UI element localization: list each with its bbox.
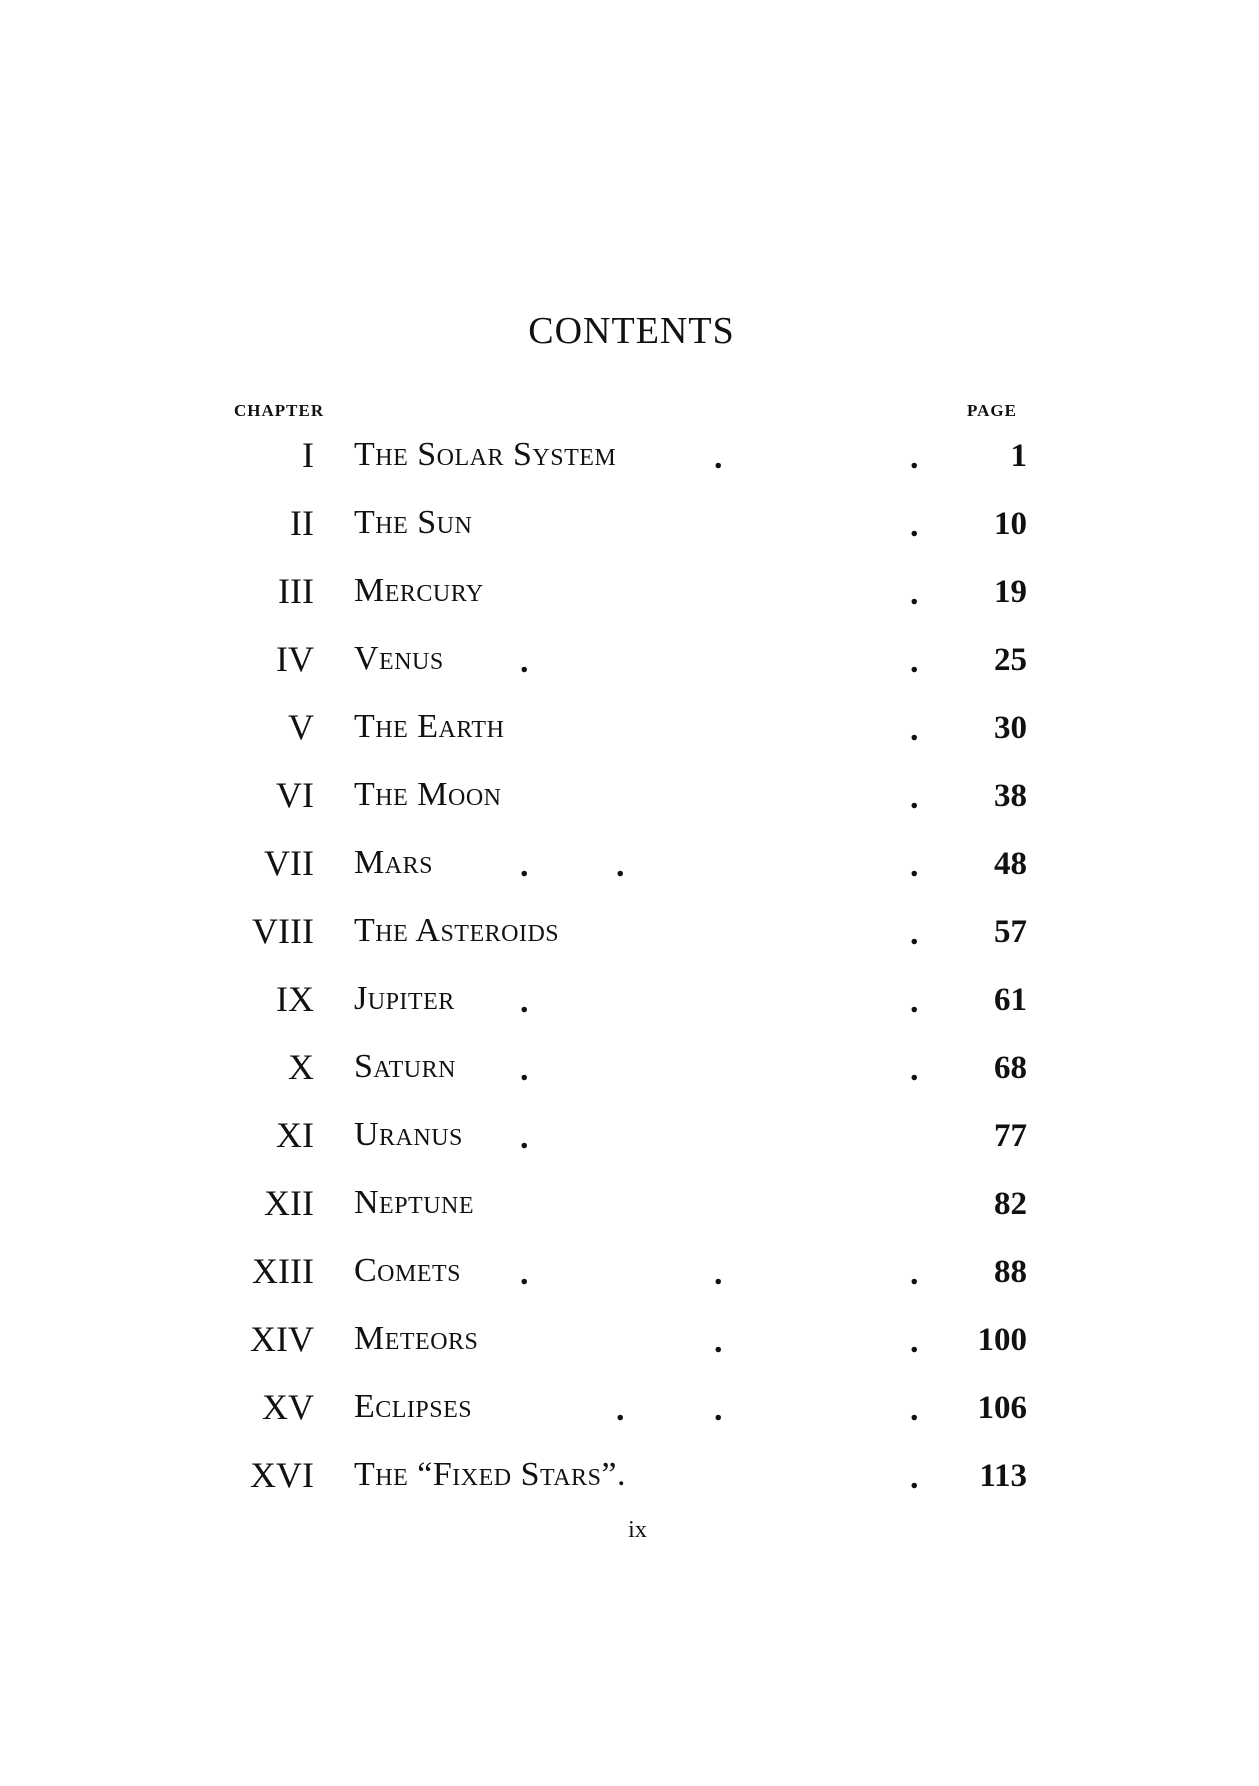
leader-dot: . [616,1391,625,1428]
leader-dot: . [910,847,919,884]
leader-dot: . [910,711,919,748]
toc-row [0,770,1259,820]
page-title: CONTENTS [528,310,735,352]
chapter-title: Saturn [354,1048,456,1085]
toc-row [0,430,1259,480]
chapter-column-header: CHAPTER [234,401,325,420]
leader-dot: . [714,1255,723,1292]
chapter-title: The “Fixed Stars”. [354,1456,627,1493]
leader-dot: . [520,1255,529,1292]
chapter-title: Jupiter [354,980,455,1017]
chapter-numeral: XIV [250,1319,314,1359]
leader-dot: . [910,779,919,816]
page-number: 61 [994,982,1027,1018]
leader-dot: . [520,643,529,680]
chapter-numeral: VII [264,843,314,883]
toc-row [0,1314,1259,1364]
toc-row [0,1110,1259,1160]
toc-row [0,566,1259,616]
chapter-title: The Moon [354,776,502,813]
chapter-numeral: XVI [250,1455,314,1495]
leader-dot: . [520,847,529,884]
chapter-numeral: XV [262,1387,314,1427]
page-number: 19 [994,574,1027,610]
chapter-numeral: V [288,707,314,747]
page-folio: ix [628,1517,647,1543]
leader-dot: . [714,1323,723,1360]
leader-dot: . [910,1255,919,1292]
chapter-title: Eclipses [354,1388,473,1425]
page-number: 100 [977,1322,1027,1358]
leader-dot: . [910,575,919,612]
chapter-title: Uranus [354,1116,463,1153]
chapter-numeral: VIII [252,911,314,951]
leader-dot: . [910,507,919,544]
chapter-title: Neptune [354,1184,475,1221]
leader-dot: . [910,439,919,476]
toc-row [0,1382,1259,1432]
toc-row [0,974,1259,1024]
chapter-title: Meteors [354,1320,479,1357]
leader-dot: . [910,1323,919,1360]
page-number: 48 [994,846,1027,882]
page-number: 82 [994,1186,1027,1222]
chapter-numeral: II [290,503,314,543]
toc-row [0,702,1259,752]
leader-dot: . [910,1391,919,1428]
leader-dot: . [910,915,919,952]
leader-dot: . [714,439,723,476]
chapter-title: Venus [354,640,444,677]
chapter-title: The Earth [354,708,505,745]
chapter-numeral: IX [276,979,314,1019]
leader-dot: . [910,983,919,1020]
page-number: 38 [994,778,1027,814]
leader-dot: . [910,1051,919,1088]
chapter-numeral: IV [276,639,314,679]
toc-row [0,1042,1259,1092]
chapter-numeral: XI [276,1115,314,1155]
toc-row [0,1178,1259,1228]
chapter-title: The Sun [354,504,473,541]
leader-dot: . [520,1051,529,1088]
toc-row [0,838,1259,888]
page-number: 88 [994,1254,1027,1290]
chapter-numeral: III [278,571,314,611]
leader-dot: . [714,1391,723,1428]
chapter-title: Mercury [354,572,484,609]
page-number: 57 [994,914,1027,950]
chapter-numeral: XII [264,1183,314,1223]
chapter-numeral: XIII [252,1251,314,1291]
page-number: 77 [994,1118,1027,1154]
page-number: 68 [994,1050,1027,1086]
chapter-title: Mars [354,844,433,881]
chapter-title: The Solar System [354,436,617,473]
chapter-title: Comets [354,1252,462,1289]
chapter-title: The Asteroids [354,912,560,949]
toc-row [0,906,1259,956]
chapter-numeral: X [288,1047,314,1087]
page-number: 113 [979,1458,1027,1494]
chapter-numeral: VI [276,775,314,815]
page-number: 10 [994,506,1027,542]
toc-row [0,1450,1259,1500]
page-number: 30 [994,710,1027,746]
leader-dot: . [520,983,529,1020]
page-column-header: PAGE [967,401,1017,420]
toc-row [0,498,1259,548]
leader-dot: . [520,1119,529,1156]
page-number: 25 [994,642,1027,678]
leader-dot: . [616,847,625,884]
leader-dot: . [910,1459,919,1496]
leader-dot: . [910,643,919,680]
page-number: 106 [977,1390,1027,1426]
toc-row [0,1246,1259,1296]
chapter-numeral: I [302,435,314,475]
page-number: 1 [1010,438,1027,474]
toc-row [0,634,1259,684]
